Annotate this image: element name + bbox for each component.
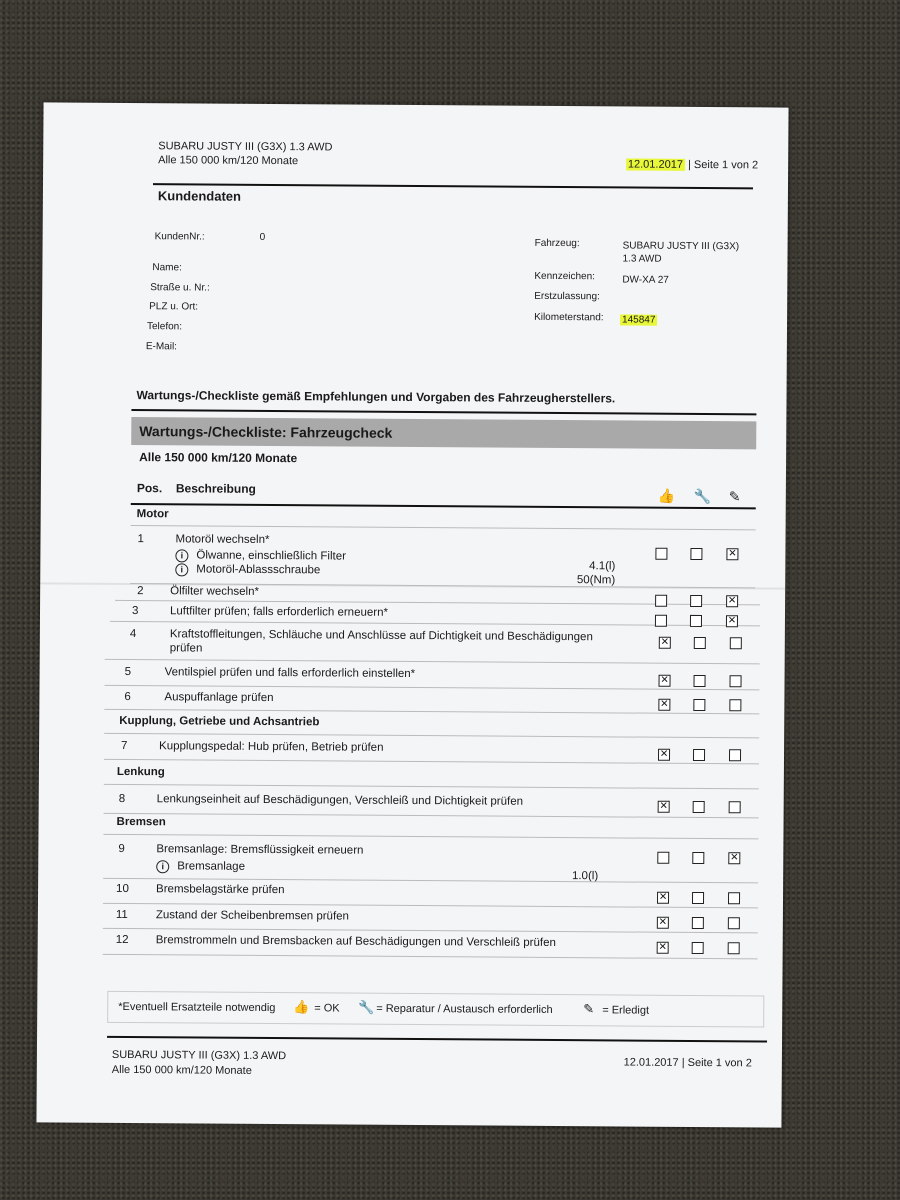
info-icon: i [175, 549, 188, 562]
status-checkbox[interactable] [693, 801, 705, 813]
header-rule [153, 183, 753, 189]
footer-left [112, 1048, 286, 1079]
row-pos: 10 [116, 882, 129, 896]
table-row [110, 665, 760, 681]
table-row [108, 933, 758, 950]
row-pos: 3 [131, 605, 139, 618]
checklist-title-band [131, 417, 756, 449]
row-sub1 [175, 549, 346, 563]
mileage-value [620, 313, 657, 326]
row-divider [131, 525, 756, 530]
status-checkbox[interactable] [657, 942, 669, 954]
status-checkbox[interactable] [693, 749, 705, 761]
status-checkbox[interactable] [726, 548, 738, 560]
row-pos: 7 [121, 739, 128, 753]
legend-note: *Eventuell Ersatzteile notwendig [118, 1000, 276, 1015]
row-text: Luftfilter prüfen; falls erforderlich erneuern* [169, 605, 389, 619]
row-text-continued: prüfen [169, 642, 203, 655]
status-checkbox[interactable] [692, 942, 704, 954]
vehicle-value-line1: SUBARU JUSTY III (G3X) [622, 240, 740, 253]
row-sub1 [156, 860, 245, 874]
statement: Wartungs-/Checkliste gemäß Empfehlungen und Vorgaben des Fahrzeugherstellers. [136, 388, 616, 406]
header-model: SUBARU JUSTY III (G3X) 1.3 AWD [158, 140, 333, 154]
row-divider [104, 733, 759, 739]
section-lenkung: Lenkung [116, 765, 165, 779]
row-text: Bremsanlage: Bremsflüssigkeit erneuern [156, 843, 364, 857]
footer-rule [107, 1036, 767, 1043]
table-row [108, 842, 758, 883]
legend-repair: = Reparatur / Austausch erforderlich [376, 1002, 553, 1016]
kundennr-label: KundenNr.: [154, 231, 205, 243]
footer-interval: Alle 150 000 km/120 Monate [111, 1063, 252, 1077]
phone-label: Telefon: [146, 321, 183, 333]
mileage-label: Kilometerstand: [534, 311, 604, 324]
table-row [116, 533, 766, 587]
done-icon: ✎ [728, 488, 741, 505]
status-checkbox[interactable] [730, 637, 742, 649]
row-sub1-text: Ölwanne, einschließlich Filter [196, 549, 347, 563]
header-interval: Alle 150 000 km/120 Monate [158, 154, 299, 168]
row-pos: 5 [124, 665, 132, 679]
row-pos: 12 [115, 933, 129, 947]
vehicle-label: Fahrzeug: [534, 237, 580, 250]
status-checkbox[interactable] [692, 852, 704, 864]
header-date: 12.01.2017 [627, 158, 684, 171]
checkbox-grid [44, 102, 789, 107]
wrench-icon: 🔧 [693, 487, 712, 505]
status-checkbox[interactable] [729, 749, 741, 761]
header-page: | Seite 1 von 2 [687, 158, 759, 172]
status-checkbox[interactable] [690, 615, 702, 627]
legend-done: = Erledigt [602, 1004, 650, 1017]
plate-value: DW-XA 27 [622, 274, 669, 286]
vehicle-value [622, 239, 739, 266]
status-checkbox[interactable] [728, 917, 740, 929]
document-page [36, 102, 788, 1127]
status-checkbox[interactable] [658, 749, 670, 761]
row-pos: 6 [124, 690, 131, 704]
status-checkbox[interactable] [690, 548, 702, 560]
status-checkbox[interactable] [728, 892, 740, 904]
status-checkbox[interactable] [694, 675, 706, 687]
footer-model: SUBARU JUSTY III (G3X) 1.3 AWD [111, 1048, 287, 1063]
status-checkbox[interactable] [658, 801, 670, 813]
status-checkbox[interactable] [693, 699, 705, 711]
info-icon: i [156, 860, 169, 873]
status-checkbox[interactable] [692, 917, 704, 929]
row-text: Ölfilter wechseln* [170, 585, 260, 598]
row-pos: 4 [129, 628, 137, 641]
row-text: Kraftstoffleitungen, Schläuche und Anschlüsse auf Dichtigkeit und Beschädigungen [169, 628, 593, 644]
status-checkbox[interactable] [692, 892, 704, 904]
row-divider [103, 834, 758, 840]
legend-ok: = OK [314, 1002, 340, 1015]
table-row [109, 690, 759, 705]
status-checkbox[interactable] [728, 852, 740, 864]
kundennr-value: 0 [259, 231, 266, 243]
row-sub1-value: 4.1(l) [589, 560, 616, 573]
legend-box [107, 991, 764, 1028]
row-text: Motoröl wechseln* [175, 533, 270, 546]
mileage-highlight: 145847 [622, 314, 656, 326]
status-checkbox[interactable] [730, 675, 742, 687]
row-sub2-text: Motoröl-Ablassschraube [196, 563, 321, 577]
section-kupplung: Kupplung, Getriebe und Achsantrieb [119, 714, 320, 729]
row-pos: 8 [118, 792, 126, 805]
row-divider [104, 784, 759, 790]
status-checkbox[interactable] [690, 595, 702, 607]
header-right [626, 158, 758, 171]
section-bremsen: Bremsen [116, 815, 166, 829]
status-checkbox[interactable] [655, 548, 667, 560]
row-text: Lenkungseinheit auf Beschädigungen, Verschleiß und Dichtigkeit prüfen [156, 793, 524, 808]
status-checkbox[interactable] [729, 699, 741, 711]
row-divider [104, 813, 759, 819]
legend-wrench-icon: 🔧 [358, 999, 375, 1015]
row-text: Auspuffanlage prüfen [164, 691, 274, 705]
col-desc: Beschreibung [175, 481, 256, 496]
status-checkbox[interactable] [659, 637, 671, 649]
table-row [110, 628, 760, 655]
header-left [158, 139, 332, 168]
name-label: Name: [152, 262, 182, 274]
checklist-interval: Alle 150 000 km/120 Monate [139, 450, 298, 466]
table-row [108, 882, 758, 897]
row-sub1-text: Bremsanlage [177, 860, 246, 873]
row-divider [103, 954, 758, 960]
table-row [109, 739, 759, 754]
statement-rule [131, 409, 756, 415]
status-checkbox[interactable] [726, 595, 738, 607]
status-checkbox[interactable] [726, 615, 738, 627]
status-checkbox[interactable] [694, 637, 706, 649]
table-row [109, 792, 759, 808]
row-sub2 [175, 563, 320, 577]
row-text: Bremstrommeln und Bremsbacken auf Beschädigungen und Verschleiß prüfen [155, 934, 556, 950]
customer-title: Kundendaten [157, 188, 242, 204]
legend-done-icon: ✎ [583, 1001, 595, 1017]
checklist-title: Wartungs-/Checkliste: Fahrzeugcheck [139, 423, 393, 441]
row-sub1-value: 1.0(l) [571, 870, 599, 883]
col-pos: Pos. [136, 481, 163, 496]
status-checkbox[interactable] [729, 801, 741, 813]
legend-thumbs-up-icon: 👍 [293, 999, 310, 1015]
footer-right: 12.01.2017 | Seite 1 von 2 [623, 1056, 752, 1070]
row-pos: 11 [115, 908, 128, 922]
row-pos: 2 [137, 585, 144, 598]
row-text: Zustand der Scheibenbremsen prüfen [155, 909, 350, 923]
email-label: E-Mail: [145, 341, 178, 353]
plate-label: Kennzeichen: [534, 270, 596, 283]
vehicle-value-line2: 1.3 AWD [622, 253, 662, 265]
section-motor: Motor [136, 508, 169, 521]
row-pos: 9 [118, 842, 125, 855]
row-text: Bremsbelagstärke prüfen [156, 883, 285, 897]
status-checkbox[interactable] [655, 615, 667, 627]
row-sub2-value: 50(Nm) [576, 574, 616, 587]
city-label: PLZ u. Ort: [149, 301, 199, 313]
status-checkbox[interactable] [657, 852, 669, 864]
row-divider [105, 659, 760, 665]
status-checkbox[interactable] [659, 675, 671, 687]
row-pos: 1 [137, 533, 144, 546]
row-text: Ventilspiel prüfen und falls erforderlich einstellen* [164, 666, 416, 681]
status-checkbox[interactable] [658, 699, 670, 711]
status-checkbox[interactable] [657, 892, 669, 904]
street-label: Straße u. Nr.: [150, 282, 210, 294]
registration-label: Erstzulassung: [534, 290, 600, 303]
thumbs-up-icon: 👍 [657, 487, 676, 504]
status-checkbox[interactable] [728, 942, 740, 954]
table-row [108, 908, 758, 923]
status-checkbox[interactable] [657, 917, 669, 929]
row-text: Kupplungspedal: Hub prüfen, Betrieb prüfen [159, 740, 384, 754]
info-icon: i [175, 563, 188, 576]
status-checkbox[interactable] [655, 595, 667, 607]
